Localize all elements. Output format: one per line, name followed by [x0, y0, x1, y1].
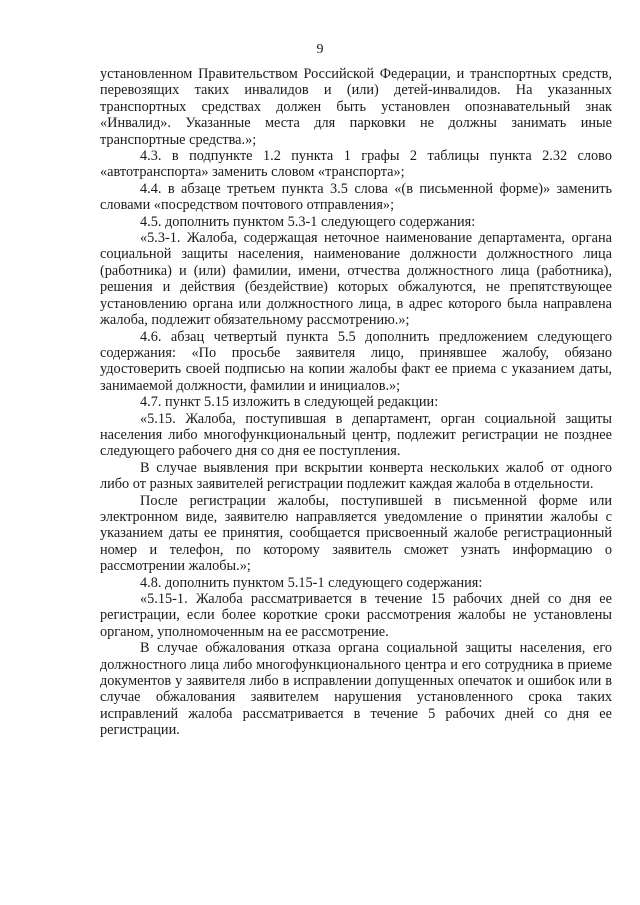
paragraph-4-6: 4.6. абзац четвертый пункта 5.5 дополнить предложением следующего содержания: «По просьбе заявителя лицо, принявшее жалобу, обязано удостоверить своей подписью на копии жалобы факт ее приема с указанием даты, занимаемой должности, фамилии и инициалов.»;	[100, 328, 612, 394]
page-number: 9	[316, 42, 324, 57]
paragraph-multiple-complaints: В случае выявления при вскрытии конверта нескольких жалоб от одного либо от разных заявителей регистрации подлежит каждая жалоба в отдельности.	[100, 459, 612, 493]
paragraph-after-registration: После регистрации жалобы, поступившей в письменной форме или электронном виде, заявителю направляется уведомление о принятии жалобы с указанием даты ее принятия, сообщается присвоенный жалобе регистрационный номер и телефон, по которому заявитель сможет узнать информацию о рассмотрении жалобы.»;	[100, 492, 612, 575]
document-body	[100, 66, 612, 739]
paragraph-refusal-appeal: В случае обжалования отказа органа социальной защиты населения, его должностного лица либо многофункционального центра и его сотрудника в приеме документов у заявителя либо в исправлении допущенных опечаток и ошибок или в случае обжалования заявителем нарушения установленного срока таких исправлений жалоба рассматривается в течение 5 рабочих дней со дня ее регистрации.	[100, 640, 612, 739]
paragraph-4-7: 4.7. пункт 5.15 изложить в следующей редакции:	[140, 394, 439, 411]
paragraph-4-4: 4.4. в абзаце третьем пункта 3.5 слова «(в письменной форме)» заменить словами «посредством почтового отправления»;	[100, 180, 612, 214]
paragraph-5-3-1: «5.3-1. Жалоба, содержащая неточное наименование департамента, органа социальной защиты населения, наименование должности должностного лица (работника) и (или) фамилии, имени, отчества должностного лица (работника), решения и действия (бездействие) которых обжалуются, не препятствующее установлению органа или должностного лица, в адрес которого была направлена жалоба, подлежит обязательному рассмотрению.»;	[100, 230, 612, 329]
paragraph-continuation: установленном Правительством Российской Федерации, и транспортных средств, перевозящих таких инвалидов и (или) детей-инвалидов. На указанных транспортных средствах должен быть установлен опознавательный знак «Инвалид». Указанные места для парковки не должны занимать иные транспортные средства.»;	[100, 66, 612, 148]
paragraph-4-3: 4.3. в подпункте 1.2 пункта 1 графы 2 таблицы пункта 2.32 слово «автотранспорта» заменить словом «транспорта»;	[100, 148, 612, 181]
paragraph-5-15: «5.15. Жалоба, поступившая в департамент, орган социальной защиты населения либо многофункциональный центр, подлежит регистрации не позднее следующего рабочего дня со дня ее поступления.	[100, 410, 612, 460]
paragraph-4-5: 4.5. дополнить пунктом 5.3-1 следующего содержания:	[140, 213, 476, 230]
paragraph-4-8: 4.8. дополнить пунктом 5.15-1 следующего содержания:	[140, 574, 483, 591]
paragraph-5-15-1: «5.15-1. Жалоба рассматривается в течение 15 рабочих дней со дня ее регистрации, если более короткие сроки рассмотрения жалобы не установлены органом, уполномоченным на ее рассмотрение.	[100, 591, 612, 640]
